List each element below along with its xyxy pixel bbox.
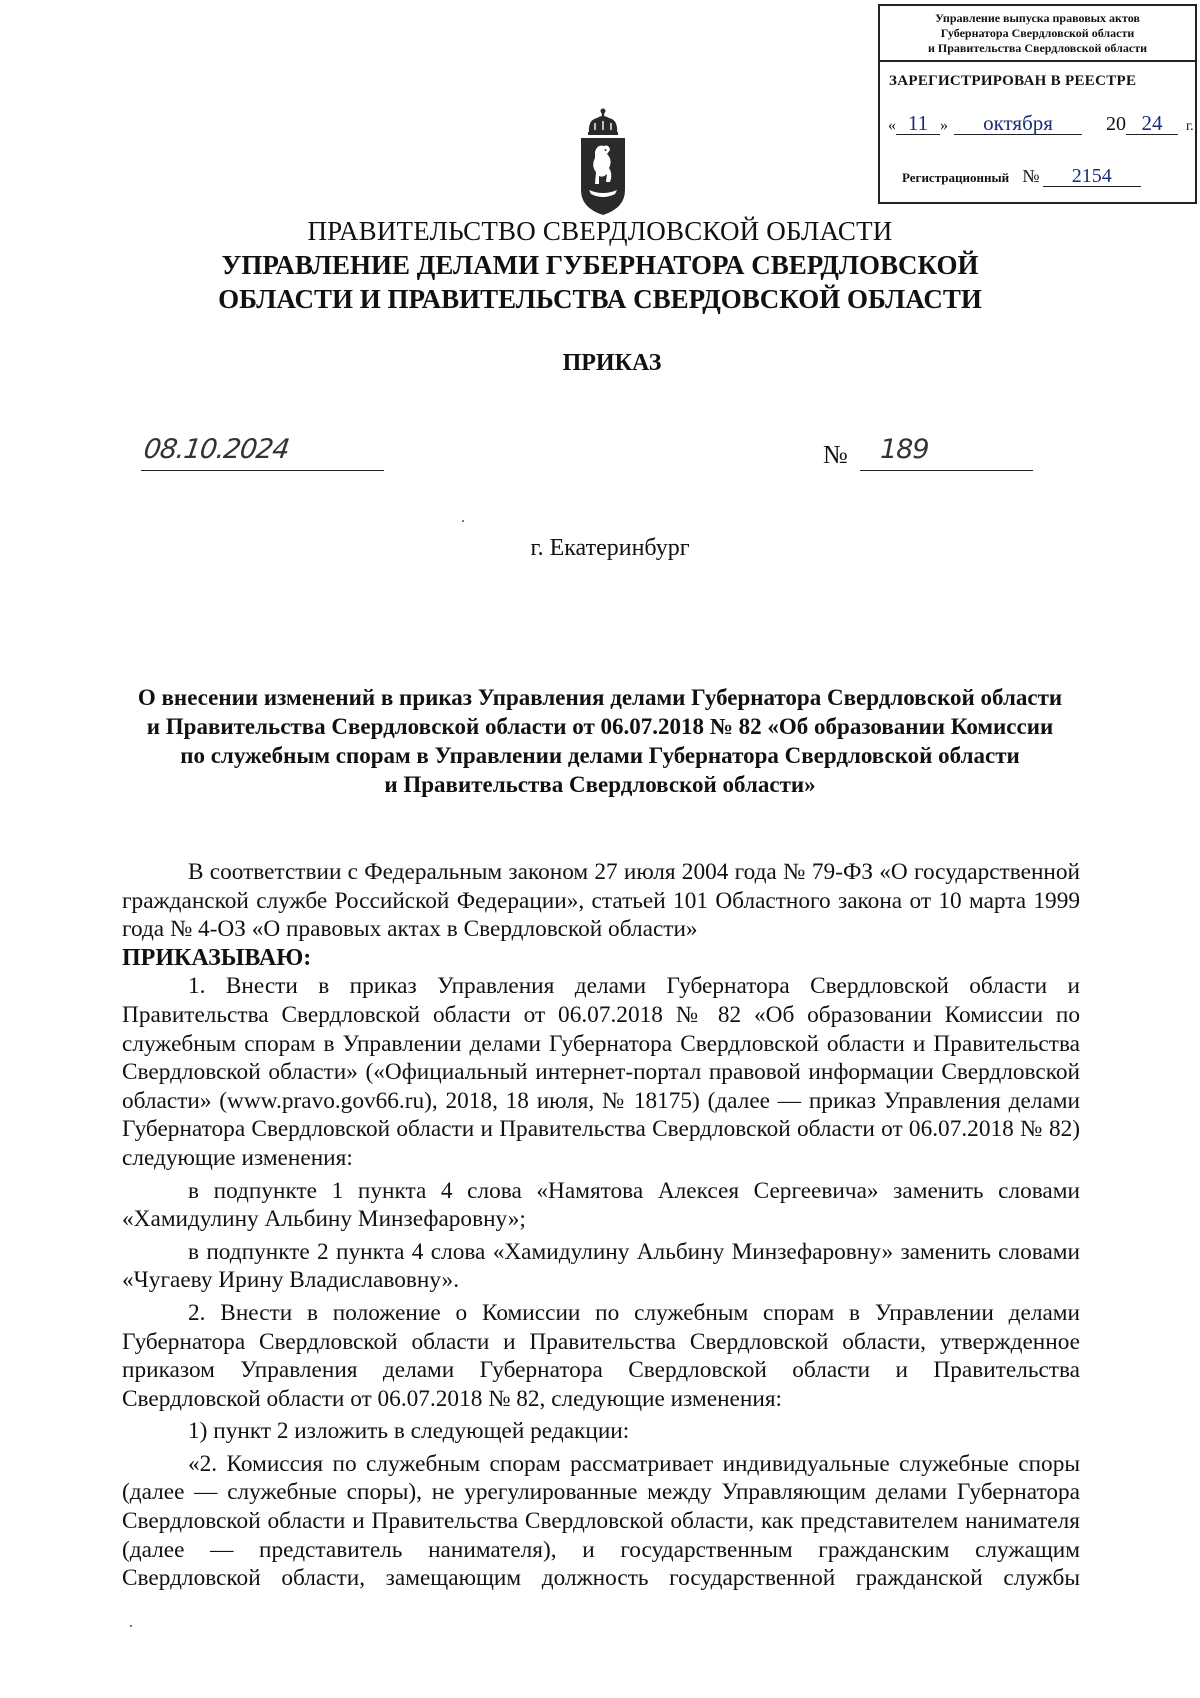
item-2-paragraph: 2. Внести в положение о Комиссии по служебным спорам в Управлении делами Губернатора Свердловской области и Правительства Свердловской области, утвержденное приказом Управления делами Губернатора Свердловской области и Правительства Свердловской области от 06.07.2018 № 82, следующие изменения: bbox=[122, 1299, 1080, 1412]
registration-stamp bbox=[878, 4, 1197, 204]
stamp-year-suffix: 24 bbox=[1126, 112, 1178, 135]
subitem-paragraph: в подпункте 1 пункта 4 слова «Намятова Алексея Сергеевича» заменить словами «Хамидулину Альбину Минзефаровну»; bbox=[122, 1177, 1080, 1233]
stamp-year-unit: г. bbox=[1186, 119, 1194, 134]
stamp-close-quote: » bbox=[940, 117, 948, 134]
item-1-paragraph: 1. Внести в приказ Управления делами Губернатора Свердловской области и Правительства Свердловской области от 06.07.2018 № 82 «Об образовании Комиссии по служебным спорам в Управлении делами Губернатора Свердловской области и Правительства Свердловской области» («Официальный интернет-портал правовой информации Свердловской области» (www.pravo.gov66.ru), 2018, 18 июля, № 18175) (далее — приказ Управления делами Губернатора Свердловской области и Правительства Свердловской области от 06.07.2018 № 82) следующие изменения: bbox=[122, 973, 1080, 1171]
stamp-reg-no-sign: № bbox=[1022, 166, 1040, 186]
order-word: ПРИКАЗЫВАЮ: bbox=[122, 944, 312, 971]
stamp-reg-number: 2154 bbox=[1043, 166, 1141, 187]
department-name-line-2: ОБЛАСТИ И ПРАВИТЕЛЬСТВА СВЕРДОВСКОЙ ОБЛАСТИ bbox=[218, 284, 982, 314]
stamp-reg-label: Регистрационный bbox=[902, 170, 1010, 185]
document-number-field bbox=[860, 434, 1033, 471]
stamp-dept-line: и Правительства Свердловской области bbox=[928, 41, 1147, 55]
stamp-department bbox=[880, 6, 1195, 62]
coat-of-arms-emblem bbox=[579, 108, 627, 216]
stamp-day: 11 bbox=[896, 112, 940, 135]
city: г. Екатеринбург bbox=[530, 535, 690, 561]
document-type: ПРИКАЗ bbox=[562, 350, 662, 376]
quoted-paragraph: «2. Комиссия по служебным спорам рассматривает индивидуальные служебные споры (далее — служебные споры), не урегулированные между Управляющим делами Губернатора Свердловской области и Правительства Свердловской области, как представителем нанимателя (далее — представитель нанимателя), и государственным гражданским служащим Свердловской области, замещающим должность государственной гражданской службы bbox=[122, 1450, 1080, 1592]
document-date: 08.10.2024 bbox=[141, 434, 291, 465]
stamp-month: октября bbox=[954, 112, 1082, 135]
stamp-date-line bbox=[888, 112, 1194, 136]
scan-speck bbox=[130, 1625, 132, 1627]
stamp-dept-line: Губернатора Свердловской области bbox=[940, 26, 1135, 40]
preamble-paragraph: В соответствии с Федеральным законом 27 июля 2004 года № 79-ФЗ «О государственной гражданской службе Российской Федерации», статьей 101 Областного закона от 10 марта 1999 года № 4-ОЗ «О правовых актах в Свердловской области» bbox=[122, 859, 1080, 943]
stamp-open-quote: « bbox=[888, 117, 896, 134]
subitem-paragraph: в подпункте 2 пункта 4 слова «Хамидулину Альбину Минзефаровну» заменить словами «Чугаеву Ирину Владиславовну». bbox=[122, 1238, 1080, 1294]
government-name: ПРАВИТЕЛЬСТВО СВЕРДЛОВСКОЙ ОБЛАСТИ bbox=[307, 216, 893, 246]
stamp-dept-line: Управление выпуска правовых актов bbox=[935, 11, 1140, 25]
document-date-field bbox=[141, 434, 384, 471]
subitem-paragraph: 1) пункт 2 изложить в следующей редакции: bbox=[188, 1418, 630, 1445]
document-number: 189 bbox=[880, 434, 929, 465]
stamp-year-prefix: 20 bbox=[1106, 113, 1126, 135]
document-title-line: и Правительства Свердловской области от 06.07.2018 № 82 «Об образовании Комиссии bbox=[146, 714, 1054, 739]
document-title-line: и Правительства Свердловской области» bbox=[384, 772, 816, 797]
document-title-line: О внесении изменений в приказ Управления делами Губернатора Свердловской области bbox=[137, 685, 1063, 710]
document-title-line: по служебным спорам в Управлении делами Губернатора Свердловской области bbox=[180, 743, 1020, 768]
document-title bbox=[120, 683, 1080, 799]
stamp-reg-number-line bbox=[902, 166, 1141, 187]
document-number-sign: № bbox=[823, 440, 848, 469]
stamp-title: ЗАРЕГИСТРИРОВАН В РЕЕСТРЕ bbox=[889, 73, 1137, 89]
department-name-line-1: УПРАВЛЕНИЕ ДЕЛАМИ ГУБЕРНАТОРА СВЕРДЛОВСКОЙ bbox=[221, 250, 979, 280]
scan-speck bbox=[462, 520, 464, 522]
document-body bbox=[122, 858, 1080, 1593]
